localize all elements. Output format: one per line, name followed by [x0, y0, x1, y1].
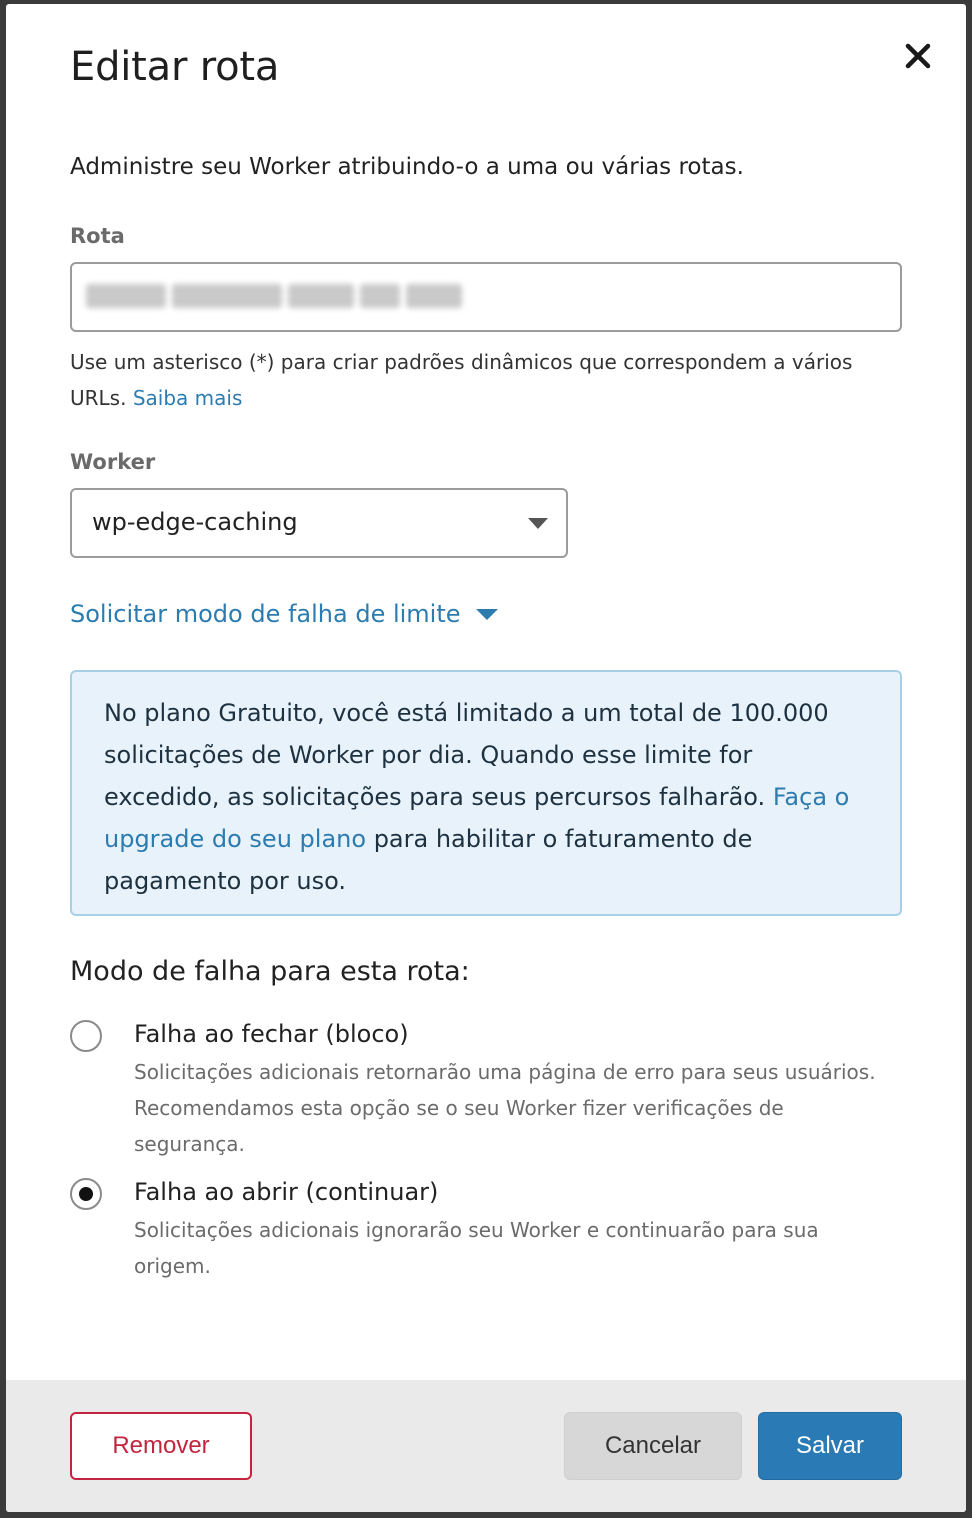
worker-select[interactable] — [70, 488, 568, 558]
remove-button[interactable]: Remover — [70, 1412, 252, 1480]
fail-open-description: Solicitações adicionais ignorarão seu Worker e continuarão para sua origem. — [134, 1218, 819, 1278]
cancel-button[interactable]: Cancelar — [564, 1412, 742, 1480]
limit-fail-mode-toggle-label: Solicitar modo de falha de limite — [70, 600, 461, 628]
learn-more-link[interactable]: Saiba mais — [132, 386, 243, 410]
fail-closed-label[interactable]: Falha ao fechar (bloco) — [134, 1020, 409, 1048]
route-input[interactable] — [70, 262, 902, 332]
route-help-text — [70, 344, 900, 416]
close-icon — [898, 36, 938, 76]
caret-down-icon — [476, 609, 498, 621]
route-help-description: Use um asterisco (*) para criar padrões dinâmicos que correspondem a vários URLs. — [70, 350, 853, 410]
fail-open-label[interactable]: Falha ao abrir (continuar) — [134, 1178, 439, 1206]
dialog-title: Editar rota — [70, 44, 280, 90]
caret-down-icon — [528, 518, 548, 530]
notice-text: No plano Gratuito, você está limitado a um total de 100.000 solicitações de Worker por dia. Quando esse limite for excedido, as solicitações para seus percursos falharão. — [104, 699, 829, 811]
upgrade-plan-link[interactable]: Faça o upgrade do seu plano — [104, 783, 850, 853]
edit-route-dialog — [6, 4, 966, 1512]
fail-mode-heading: Modo de falha para esta rota: — [70, 956, 470, 987]
close-button[interactable] — [898, 36, 938, 76]
worker-select-value: wp-edge-caching — [92, 508, 298, 536]
notice-text-after: para habilitar o faturamento de pagamento por uso. — [104, 825, 753, 895]
fail-open-radio[interactable] — [70, 1178, 102, 1210]
dialog-description: Administre seu Worker atribuindo-o a uma ou várias rotas. — [70, 154, 744, 180]
free-plan-notice — [70, 670, 902, 916]
dialog-footer — [6, 1380, 966, 1512]
worker-label: Worker — [70, 450, 156, 474]
fail-closed-description: Solicitações adicionais retornarão uma página de erro para seus usuários. Recomendamos esta opção se o seu Worker fizer verificações de segurança. — [134, 1060, 876, 1156]
radio-selected-dot — [79, 1187, 93, 1201]
fail-closed-radio[interactable] — [70, 1020, 102, 1052]
limit-fail-mode-toggle[interactable] — [70, 600, 498, 628]
save-button[interactable]: Salvar — [758, 1412, 902, 1480]
route-label: Rota — [70, 224, 125, 248]
